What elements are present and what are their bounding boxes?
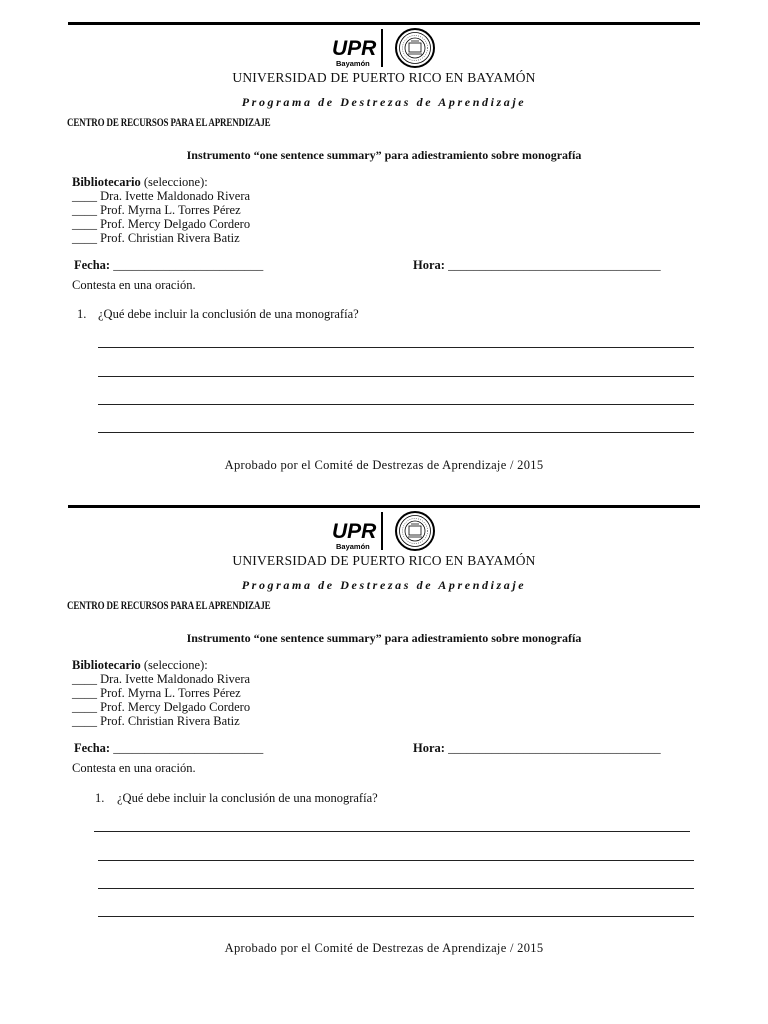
university-seal-icon xyxy=(396,29,434,67)
librarian-heading xyxy=(72,658,208,673)
answer-line[interactable] xyxy=(98,888,694,889)
form-copy-1 xyxy=(0,0,768,480)
form-copy-2 xyxy=(0,483,768,963)
date-label: Fecha: xyxy=(74,741,111,755)
librarian-option[interactable]: ____ Prof. Christian Rivera Batiz xyxy=(72,714,240,728)
librarian-option[interactable]: ____ Prof. Myrna L. Torres Pérez xyxy=(72,686,241,700)
question-text: ¿Qué debe incluir la conclusión de una monografía? xyxy=(117,791,378,805)
answer-line[interactable] xyxy=(98,860,694,861)
svg-text:UPR: UPR xyxy=(332,520,377,543)
date-label: Fecha: xyxy=(74,258,111,272)
university-seal-icon xyxy=(396,512,434,550)
librarian-hint: (seleccione): xyxy=(140,658,208,672)
instruction-text: Contesta en una oración. xyxy=(72,761,196,775)
time-blank[interactable]: __________________________________ xyxy=(448,741,661,755)
svg-text:Bayamón: Bayamón xyxy=(336,542,370,551)
librarian-option[interactable]: ____ Dra. Ivette Maldonado Rivera xyxy=(72,189,251,203)
answer-line[interactable] xyxy=(94,831,690,832)
time-blank[interactable]: __________________________________ xyxy=(448,258,661,272)
date-blank[interactable]: ________________________ xyxy=(113,741,264,755)
date-field[interactable] xyxy=(74,741,263,756)
librarian-option[interactable]: ____ Prof. Myrna L. Torres Pérez xyxy=(72,203,241,217)
logo-graphic xyxy=(328,28,448,70)
approval-footer: Aprobado por el Comité de Destrezas de Aprendizaje / 2015 xyxy=(224,458,544,472)
answer-line[interactable] xyxy=(98,347,694,348)
instrument-title: Instrumento “one sentence summary” para adiestramiento sobre monografía xyxy=(186,148,582,162)
question-number: 1. xyxy=(95,791,105,805)
librarian-label: Bibliotecario xyxy=(72,658,141,672)
time-label: Hora: xyxy=(413,258,445,272)
program-name: Programa de Destrezas de Aprendizaje xyxy=(241,95,527,109)
upr-bayamon-logo xyxy=(328,511,448,553)
top-rule xyxy=(68,22,700,25)
librarian-option[interactable]: ____ Prof. Mercy Delgado Cordero xyxy=(72,217,251,231)
librarian-option[interactable]: ____ Prof. Mercy Delgado Cordero xyxy=(72,700,251,714)
answer-line[interactable] xyxy=(98,916,694,917)
logo-graphic xyxy=(328,511,448,553)
answer-line[interactable] xyxy=(98,376,694,377)
svg-text:UPR: UPR xyxy=(332,37,377,60)
time-field[interactable] xyxy=(413,258,661,273)
center-name: CENTRO DE RECURSOS PARA EL APRENDIZAJE xyxy=(67,600,271,612)
top-rule xyxy=(68,505,700,508)
librarian-heading xyxy=(72,175,208,190)
university-name: UNIVERSIDAD DE PUERTO RICO EN BAYAMÓN xyxy=(232,70,536,85)
program-name: Programa de Destrezas de Aprendizaje xyxy=(241,578,527,592)
instruction-text: Contesta en una oración. xyxy=(72,278,196,292)
center-name: CENTRO DE RECURSOS PARA EL APRENDIZAJE xyxy=(67,117,271,129)
librarian-hint: (seleccione): xyxy=(140,175,208,189)
upr-bayamon-logo xyxy=(328,28,448,70)
university-name: UNIVERSIDAD DE PUERTO RICO EN BAYAMÓN xyxy=(232,553,536,568)
librarian-option[interactable]: ____ Prof. Christian Rivera Batiz xyxy=(72,231,240,245)
time-label: Hora: xyxy=(413,741,445,755)
approval-footer: Aprobado por el Comité de Destrezas de Aprendizaje / 2015 xyxy=(224,941,544,955)
question-text: ¿Qué debe incluir la conclusión de una monografía? xyxy=(98,307,359,321)
answer-line[interactable] xyxy=(98,432,694,433)
librarian-option[interactable]: ____ Dra. Ivette Maldonado Rivera xyxy=(72,672,251,686)
librarian-label: Bibliotecario xyxy=(72,175,141,189)
time-field[interactable] xyxy=(413,741,661,756)
instrument-title: Instrumento “one sentence summary” para adiestramiento sobre monografía xyxy=(186,631,582,645)
answer-line[interactable] xyxy=(98,404,694,405)
date-blank[interactable]: ________________________ xyxy=(113,258,264,272)
question-number: 1. xyxy=(77,307,87,321)
svg-text:Bayamón: Bayamón xyxy=(336,59,370,68)
date-field[interactable] xyxy=(74,258,263,273)
